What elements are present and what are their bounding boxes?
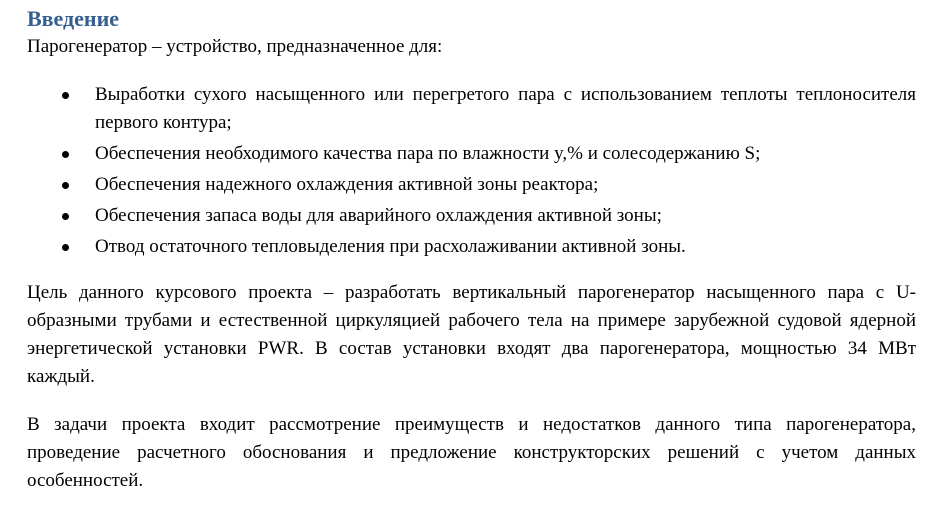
goal-paragraph: Цель данного курсового проекта – разработать вертикальный парогенератор насыщенного пара с U-образными трубами и естественной циркуляцией рабочего тела на примере зарубежной судовой ядерной энергетической установки PWR. В состав установки входят два парогенератора, мощностью 34 МВт каждый. xyxy=(27,282,916,387)
bullet-list xyxy=(27,81,916,261)
bullet-text: Обеспечения запаса воды для аварийного охлаждения активной зоны; xyxy=(95,205,662,226)
bullet-item xyxy=(27,202,916,230)
bullet-item xyxy=(27,233,916,261)
bullet-dot-icon xyxy=(62,182,69,189)
bullet-item xyxy=(27,81,916,137)
bullet-text: Выработки сухого насыщенного или перегретого пара с использованием теплоты теплоносителя первого контура; xyxy=(95,84,916,133)
section-heading: Введение xyxy=(27,6,120,31)
bullet-dot-icon xyxy=(62,213,69,220)
bullet-dot-icon xyxy=(62,151,69,158)
intro-sentence: Парогенератор – устройство, предназначенное для: xyxy=(27,36,443,57)
bullet-text: Обеспечения надежного охлаждения активной зоны реактора; xyxy=(95,174,599,195)
bullet-text: Обеспечения необходимого качества пара по влажности y,% и солесодержанию S; xyxy=(95,143,761,164)
tasks-paragraph: В задачи проекта входит рассмотрение преимуществ и недостатков данного типа парогенератора, проведение расчетного обоснования и предложение конструкторских решений с учетом данных особенностей. xyxy=(27,414,916,491)
bullet-dot-icon xyxy=(62,92,69,99)
bullet-item xyxy=(27,171,916,199)
bullet-item xyxy=(27,140,916,168)
document-page xyxy=(27,5,916,515)
bullet-dot-icon xyxy=(62,244,69,251)
bullet-text: Отвод остаточного тепловыделения при расхолаживании активной зоны. xyxy=(95,236,686,257)
